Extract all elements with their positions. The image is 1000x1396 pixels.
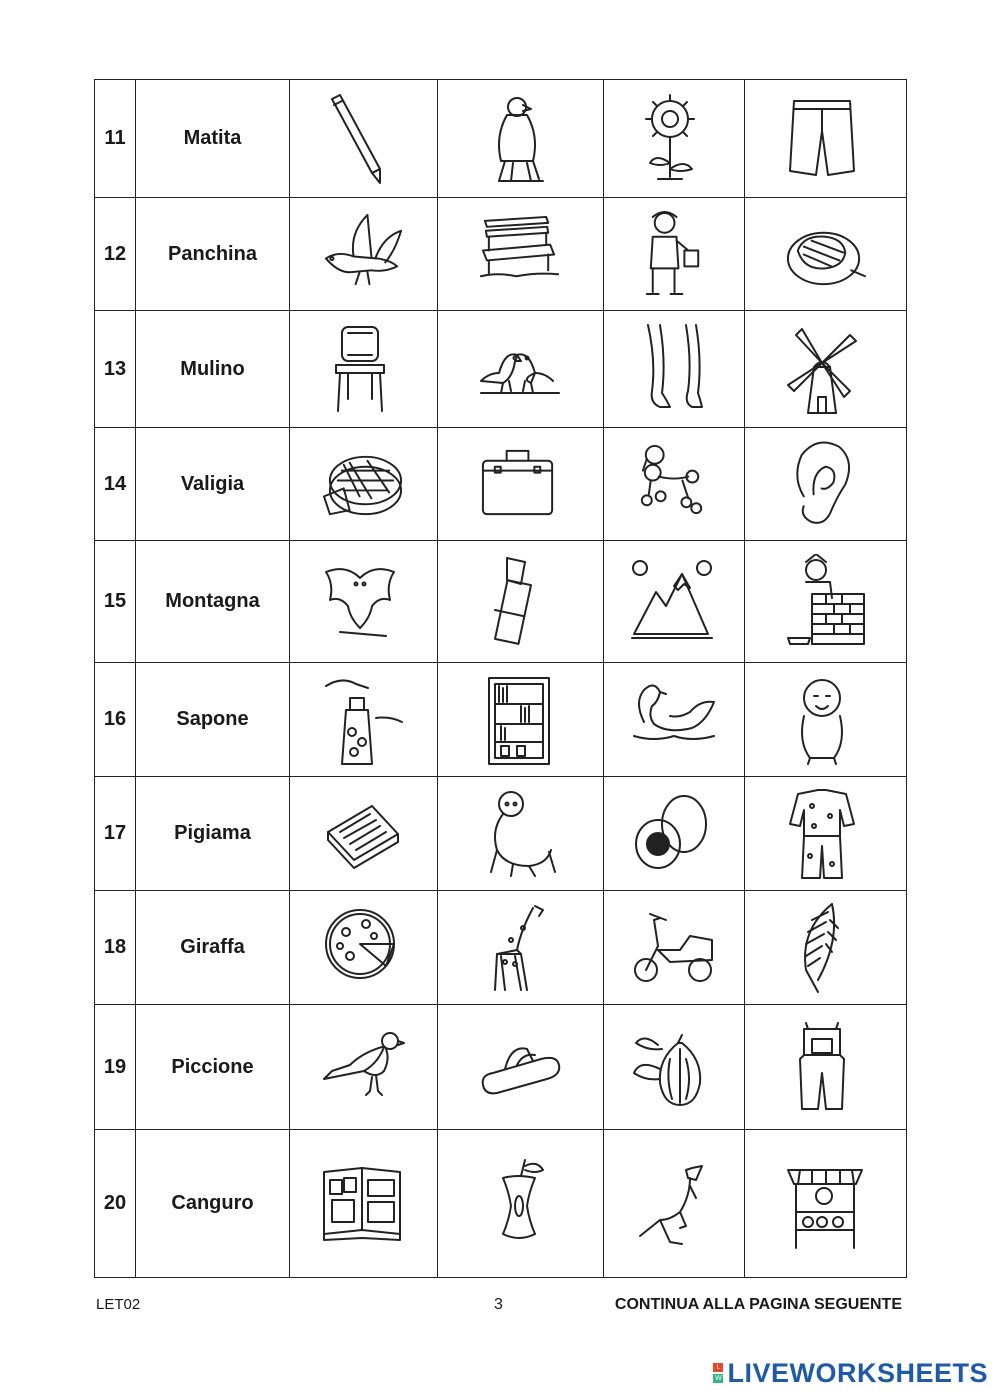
flying-bird-icon <box>320 207 407 302</box>
overalls-icon <box>782 1019 870 1115</box>
scooter-icon <box>630 900 718 996</box>
picture-option[interactable] <box>290 80 438 198</box>
picture-option[interactable] <box>745 1130 907 1278</box>
target-word: Panchina <box>136 198 290 311</box>
shorts-icon <box>782 91 870 187</box>
ear-icon <box>782 437 869 532</box>
row-number: 18 <box>95 891 136 1005</box>
picture-option[interactable] <box>745 80 907 198</box>
table-row <box>95 891 907 1005</box>
logo-letter-l: L <box>713 1363 723 1372</box>
target-word: Sapone <box>136 663 290 777</box>
picture-option[interactable] <box>290 311 438 428</box>
picture-option[interactable] <box>438 777 604 891</box>
chair-icon <box>320 321 408 417</box>
picture-option[interactable] <box>745 891 907 1005</box>
target-word: Valigia <box>136 428 290 541</box>
page-number: 3 <box>494 1296 503 1313</box>
picture-option[interactable] <box>438 1005 604 1130</box>
picture-option[interactable] <box>438 891 604 1005</box>
two-birds-icon <box>477 321 565 417</box>
picture-option[interactable] <box>604 1005 745 1130</box>
picture-option[interactable] <box>745 663 907 777</box>
picture-option[interactable] <box>745 1005 907 1130</box>
target-word: Pigiama <box>136 777 290 891</box>
picture-option[interactable] <box>438 428 604 541</box>
matching-table <box>94 79 907 1278</box>
picture-option[interactable] <box>604 777 745 891</box>
newspaper-icon <box>320 786 408 882</box>
target-word: Piccione <box>136 1005 290 1130</box>
lipstick-icon <box>477 554 565 650</box>
row-number: 20 <box>95 1130 136 1278</box>
picture-option[interactable] <box>290 428 438 541</box>
market-stall-icon <box>782 1156 870 1252</box>
table-row <box>95 663 907 777</box>
picture-option[interactable] <box>290 891 438 1005</box>
suitcase-icon <box>477 437 564 532</box>
table-row <box>95 777 907 891</box>
poodle-icon <box>631 437 718 532</box>
brand-name: LIVEWORKSHEETS <box>727 1357 988 1388</box>
soap-bottle-icon <box>320 672 408 768</box>
target-word: Canguro <box>136 1130 290 1278</box>
pigeon-icon <box>320 1019 408 1115</box>
picture-option[interactable] <box>290 1005 438 1130</box>
picture-option[interactable] <box>745 541 907 663</box>
target-word: Matita <box>136 80 290 198</box>
picture-option[interactable] <box>745 311 907 428</box>
bricklayer-icon <box>782 554 870 650</box>
row-number: 15 <box>95 541 136 663</box>
logo-badge <box>713 1362 723 1384</box>
row-number: 11 <box>95 80 136 198</box>
continue-note: CONTINUA ALLA PAGINA SEGUENTE <box>614 1296 902 1313</box>
picture-option[interactable] <box>290 1130 438 1278</box>
row-number: 13 <box>95 311 136 428</box>
pizza-icon <box>320 900 408 996</box>
table-row <box>95 541 907 663</box>
flower-icon <box>630 91 718 187</box>
row-number: 12 <box>95 198 136 311</box>
picture-option[interactable] <box>438 541 604 663</box>
picture-option[interactable] <box>604 1130 745 1278</box>
row-number: 19 <box>95 1005 136 1130</box>
pie-icon <box>320 437 407 532</box>
picture-option[interactable] <box>604 198 745 311</box>
row-number: 14 <box>95 428 136 541</box>
picture-option[interactable] <box>438 311 604 428</box>
logo-letter-w: W <box>715 1375 722 1382</box>
picture-option[interactable] <box>745 777 907 891</box>
table-row <box>95 198 907 311</box>
bookcase-icon <box>477 672 565 768</box>
picture-option[interactable] <box>438 663 604 777</box>
picture-option[interactable] <box>438 1130 604 1278</box>
mountain-icon <box>630 554 718 650</box>
steak-icon <box>782 207 869 302</box>
picture-option[interactable] <box>290 541 438 663</box>
picture-option[interactable] <box>604 311 745 428</box>
table-row <box>95 1130 907 1278</box>
baby-icon <box>782 672 870 768</box>
picture-option[interactable] <box>438 198 604 311</box>
row-number: 17 <box>95 777 136 891</box>
picture-option[interactable] <box>438 80 604 198</box>
target-word: Montagna <box>136 541 290 663</box>
row-number: 16 <box>95 663 136 777</box>
table-row <box>95 80 907 198</box>
legs-icon <box>630 321 718 417</box>
picture-option[interactable] <box>290 777 438 891</box>
picture-option[interactable] <box>604 428 745 541</box>
table-row <box>95 428 907 541</box>
swan-icon <box>630 672 718 768</box>
picture-option[interactable] <box>745 428 907 541</box>
eagle-icon <box>477 91 565 187</box>
pencil-icon <box>320 91 408 187</box>
liveworksheets-logo <box>713 1357 988 1389</box>
worksheet-code: LET02 <box>96 1296 141 1313</box>
windmill-icon <box>782 321 870 417</box>
kangaroo-icon <box>630 1156 718 1252</box>
picture-option[interactable] <box>604 541 745 663</box>
bench-icon <box>477 207 564 302</box>
feather-icon <box>782 900 870 996</box>
table-row <box>95 311 907 428</box>
picture-option[interactable] <box>604 891 745 1005</box>
picture-option[interactable] <box>604 80 745 198</box>
apple-core-icon <box>477 1156 565 1252</box>
eggs-icon <box>630 786 718 882</box>
sandal-icon <box>477 1019 565 1115</box>
picture-option[interactable] <box>604 663 745 777</box>
picture-option[interactable] <box>745 198 907 311</box>
giraffe-icon <box>477 900 565 996</box>
table-row <box>95 1005 907 1130</box>
target-word: Giraffa <box>136 891 290 1005</box>
painter-icon <box>631 207 718 302</box>
book-icon <box>320 1156 408 1252</box>
picture-option[interactable] <box>290 663 438 777</box>
fig-icon <box>630 1019 718 1115</box>
target-word: Mulino <box>136 311 290 428</box>
monkey-icon <box>477 786 565 882</box>
picture-option[interactable] <box>290 198 438 311</box>
pajamas-icon <box>782 786 870 882</box>
bat-icon <box>320 554 408 650</box>
